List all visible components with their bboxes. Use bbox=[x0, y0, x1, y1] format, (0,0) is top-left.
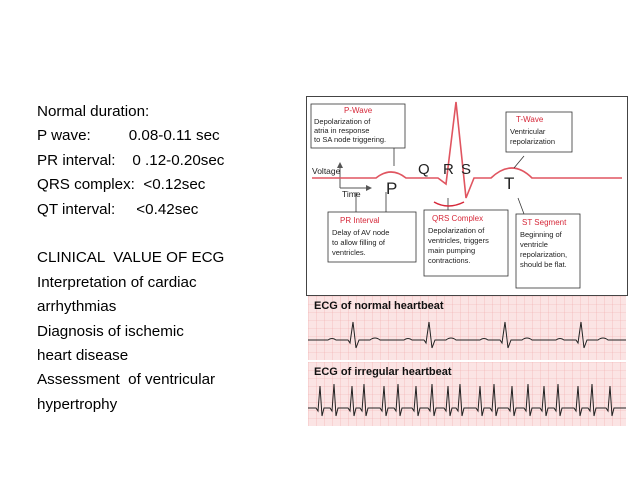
callout-line: Depolarization of bbox=[314, 117, 371, 126]
wave-label-s: S bbox=[461, 161, 472, 178]
callout-line: Beginning of bbox=[520, 230, 562, 239]
callout-line: ventricles, triggers bbox=[428, 236, 489, 245]
ecg-wave-diagram bbox=[306, 96, 628, 296]
voltage-label: Voltage bbox=[312, 166, 341, 176]
callout-t-wave bbox=[506, 112, 572, 152]
wave-label-t: T bbox=[504, 174, 515, 193]
callout-line: repolarization, bbox=[520, 250, 568, 259]
spacer bbox=[37, 222, 287, 246]
callout-title: PR Interval bbox=[340, 216, 380, 225]
callout-line: ventricles. bbox=[332, 248, 366, 257]
callout-line: main pumping bbox=[428, 246, 476, 255]
callout-st-segment bbox=[516, 214, 580, 288]
clinical-line: hypertrophy bbox=[37, 395, 118, 413]
callout-p-wave bbox=[311, 104, 405, 148]
callout-line: contractions. bbox=[428, 256, 471, 265]
left-text-column bbox=[37, 100, 287, 417]
clinical-line: Interpretation of cardiac bbox=[37, 273, 197, 291]
ecg-strip-normal bbox=[308, 296, 626, 360]
callout-line: atria in response bbox=[314, 126, 370, 135]
callout-line: to SA node triggering. bbox=[314, 135, 387, 144]
wave-label-q: Q bbox=[418, 161, 430, 178]
callout-line: Delay of AV node bbox=[332, 228, 390, 237]
callout-title: ST Segment bbox=[522, 218, 567, 227]
clinical-line: heart disease bbox=[37, 347, 129, 365]
wave-label-p: P bbox=[386, 179, 398, 198]
duration-item-qrs-complex: QRS complex: <0.12sec bbox=[37, 176, 206, 194]
callout-title: QRS Complex bbox=[432, 214, 484, 223]
callout-line: to allow filling of bbox=[332, 238, 385, 247]
callout-title: T-Wave bbox=[516, 115, 544, 124]
callout-title: P-Wave bbox=[344, 106, 373, 115]
time-label: Time bbox=[342, 189, 361, 199]
callout-line: repolarization bbox=[510, 137, 556, 146]
duration-item-p-wave: P wave: 0.08-0.11 sec bbox=[37, 127, 220, 145]
callout-line: ventricle bbox=[520, 240, 548, 249]
callout-line: Ventricular bbox=[510, 127, 546, 136]
normal-duration-heading: Normal duration: bbox=[37, 103, 150, 120]
clinical-line: arrhythmias bbox=[37, 298, 117, 316]
wave-label-r: R bbox=[443, 161, 454, 178]
clinical-line: Assessment of ventricular bbox=[37, 371, 216, 389]
duration-item-pr-interval: PR interval: 0 .12-0.20sec bbox=[37, 151, 225, 169]
callout-pr-interval bbox=[328, 212, 416, 262]
duration-item-qt-interval: QT interval: <0.42sec bbox=[37, 200, 199, 218]
strip-title-irregular: ECG of irregular heartbeat bbox=[314, 366, 452, 378]
callout-line: should be flat. bbox=[520, 260, 567, 269]
clinical-line: Diagnosis of ischemic bbox=[37, 322, 184, 340]
callout-qrs-complex bbox=[424, 210, 508, 276]
strip-title-normal: ECG of normal heartbeat bbox=[314, 300, 444, 312]
callout-line: Depolarization of bbox=[428, 226, 485, 235]
ecg-strip-irregular bbox=[308, 362, 626, 426]
clinical-value-heading: CLINICAL VALUE OF ECG bbox=[37, 249, 225, 267]
